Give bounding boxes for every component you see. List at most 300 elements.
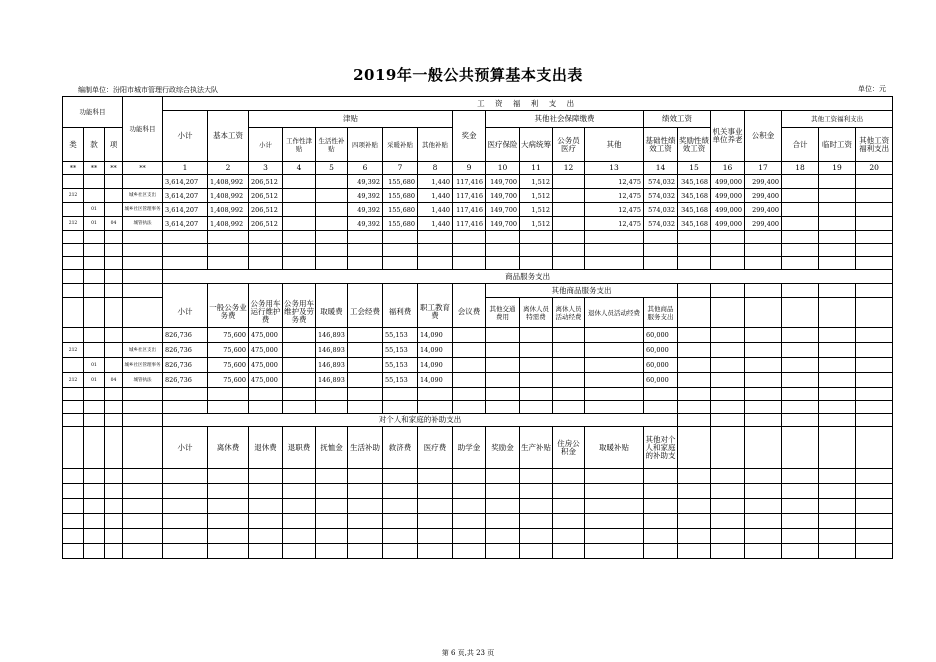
header-allowance: 津贴 [249, 111, 453, 128]
row-value: 826,736 [163, 358, 208, 373]
empty-cell [856, 544, 893, 559]
header-basic-salary: 基本工资 [208, 111, 249, 162]
empty-cell [105, 298, 123, 328]
empty-cell [348, 284, 383, 298]
empty-cell [453, 499, 486, 514]
header-gongwuyuan: 公务员医疗 [553, 128, 585, 162]
header-salary-welfare: 工 资 福 利 支 出 [163, 97, 893, 111]
empty-cell [782, 358, 819, 373]
empty-cell [819, 427, 856, 469]
row-value: 49,392 [348, 203, 383, 217]
row-lei [63, 175, 84, 189]
row-value: 12,475 [585, 203, 644, 217]
row-value: 14,090 [418, 343, 453, 358]
empty-cell [418, 499, 453, 514]
empty-cell [84, 231, 105, 244]
empty-cell [208, 499, 249, 514]
header-subsidy-col: 离休费 [208, 427, 249, 469]
row-value: 60,000 [644, 328, 678, 343]
row-value: 149,700 [486, 189, 520, 203]
empty-cell [553, 544, 585, 559]
row-value: 75,600 [208, 358, 249, 373]
row-value [348, 343, 383, 358]
header-star: ** [123, 162, 163, 175]
empty-cell [819, 388, 856, 401]
row-value [348, 373, 383, 388]
row-value [283, 373, 316, 388]
empty-cell [283, 284, 316, 298]
row-value: 1,408,992 [208, 175, 249, 189]
empty-cell [585, 401, 644, 414]
empty-cell [553, 499, 585, 514]
row-xiang [105, 175, 123, 189]
empty-cell [856, 499, 893, 514]
row-value: 3,614,207 [163, 203, 208, 217]
empty-cell [856, 469, 893, 484]
empty-cell [745, 257, 782, 270]
empty-cell [486, 514, 520, 529]
empty-cell [782, 499, 819, 514]
row-value [585, 343, 644, 358]
empty-cell [283, 231, 316, 244]
header-goods-col: 取暖费 [316, 298, 348, 328]
row-value: 49,392 [348, 175, 383, 189]
empty-cell [856, 231, 893, 244]
empty-cell [283, 499, 316, 514]
empty-cell [63, 414, 84, 427]
row-value: 345,168 [678, 203, 711, 217]
empty-cell [63, 484, 84, 499]
empty-cell [585, 544, 644, 559]
empty-cell [418, 401, 453, 414]
empty-cell [711, 499, 745, 514]
empty-cell [383, 484, 418, 499]
empty-cell [745, 427, 782, 469]
empty-cell [208, 544, 249, 559]
row-value: 499,000 [711, 189, 745, 203]
empty-cell [123, 270, 163, 284]
empty-cell [418, 514, 453, 529]
row-value: 12,475 [585, 189, 644, 203]
empty-cell [123, 284, 163, 298]
empty-cell [644, 514, 678, 529]
empty-cell [585, 499, 644, 514]
empty-cell [585, 514, 644, 529]
row-xiang [105, 358, 123, 373]
row-value: 1,440 [418, 217, 453, 231]
header-subsidy-col: 住房公积金 [553, 427, 585, 469]
empty-cell [63, 244, 84, 257]
empty-cell [520, 499, 553, 514]
row-value: 117,416 [453, 203, 486, 217]
empty-cell [383, 257, 418, 270]
empty-cell [711, 529, 745, 544]
empty-cell [585, 257, 644, 270]
row-value: 14,090 [418, 358, 453, 373]
empty-cell [163, 388, 208, 401]
header-social-security: 其他社会保障缴费 [486, 111, 644, 128]
empty-cell [745, 373, 782, 388]
header-goods-col: 退休人员活动经费 [585, 298, 644, 328]
empty-cell [856, 373, 893, 388]
empty-cell [105, 257, 123, 270]
header-col-number: 11 [520, 162, 553, 175]
empty-cell [348, 244, 383, 257]
empty-cell [163, 284, 208, 298]
row-value: 14,090 [418, 373, 453, 388]
empty-cell [418, 231, 453, 244]
row-value [819, 175, 856, 189]
empty-cell [316, 231, 348, 244]
empty-cell [856, 427, 893, 469]
empty-cell [208, 284, 249, 298]
empty-cell [678, 328, 711, 343]
empty-cell [123, 469, 163, 484]
row-value: 60,000 [644, 373, 678, 388]
empty-cell [782, 373, 819, 388]
row-value [782, 217, 819, 231]
empty-cell [819, 328, 856, 343]
empty-cell [163, 401, 208, 414]
empty-cell [745, 499, 782, 514]
empty-cell [123, 499, 163, 514]
empty-cell [782, 244, 819, 257]
row-value: 574,032 [644, 189, 678, 203]
header-star: ** [63, 162, 84, 175]
empty-cell [249, 544, 283, 559]
empty-cell [63, 257, 84, 270]
header-subsidy-col: 生活补助 [348, 427, 383, 469]
empty-cell [678, 358, 711, 373]
empty-cell [163, 499, 208, 514]
empty-cell [711, 469, 745, 484]
row-value [283, 343, 316, 358]
empty-cell [678, 514, 711, 529]
empty-cell [745, 231, 782, 244]
empty-cell [208, 388, 249, 401]
header-subsidy-col: 其他对个人和家庭的补助支 [644, 427, 678, 469]
empty-cell [819, 343, 856, 358]
empty-cell [819, 257, 856, 270]
empty-cell [745, 514, 782, 529]
empty-cell [745, 529, 782, 544]
header-col-number: 7 [383, 162, 418, 175]
header-shenghuoxing: 生活性补贴 [316, 128, 348, 162]
row-value: 345,168 [678, 175, 711, 189]
header-col-number: 14 [644, 162, 678, 175]
empty-cell [644, 401, 678, 414]
empty-cell [63, 427, 84, 469]
empty-cell [84, 284, 105, 298]
header-lei: 类 [63, 128, 84, 162]
row-value: 155,680 [383, 217, 418, 231]
header-goods-col: 其他商品服务支出 [644, 298, 678, 328]
empty-cell [84, 270, 105, 284]
row-value: 345,168 [678, 217, 711, 231]
empty-cell [585, 484, 644, 499]
row-xiang [105, 203, 123, 217]
empty-cell [711, 358, 745, 373]
empty-cell [316, 514, 348, 529]
header-col-number: 20 [856, 162, 893, 175]
empty-cell [856, 358, 893, 373]
empty-cell [711, 514, 745, 529]
empty-cell [249, 484, 283, 499]
row-value: 75,600 [208, 328, 249, 343]
empty-cell [553, 484, 585, 499]
empty-cell [856, 388, 893, 401]
empty-cell [348, 499, 383, 514]
empty-cell [856, 298, 893, 328]
row-value: 3,614,207 [163, 189, 208, 203]
empty-cell [453, 514, 486, 529]
row-value [316, 175, 348, 189]
header-heji: 合计 [782, 128, 819, 162]
empty-cell [520, 544, 553, 559]
row-subject-name: 城乡社区管理事务 [123, 358, 163, 373]
row-value [819, 203, 856, 217]
empty-cell [105, 514, 123, 529]
empty-cell [585, 469, 644, 484]
row-value [453, 343, 486, 358]
row-value: 1,408,992 [208, 189, 249, 203]
header-pension: 机关事业单位养老 [711, 111, 745, 162]
empty-cell [348, 469, 383, 484]
row-value: 299,400 [745, 175, 782, 189]
empty-cell [163, 469, 208, 484]
empty-cell [486, 231, 520, 244]
empty-cell [678, 529, 711, 544]
header-other-welfare: 其他工资福利支出 [782, 111, 893, 128]
empty-cell [745, 544, 782, 559]
header-yiliao: 医疗保险 [486, 128, 520, 162]
empty-cell [316, 284, 348, 298]
empty-cell [348, 484, 383, 499]
empty-cell [745, 388, 782, 401]
row-value [553, 203, 585, 217]
empty-cell [249, 499, 283, 514]
header-sixiang: 四项补贴 [348, 128, 383, 162]
empty-cell [383, 544, 418, 559]
empty-cell [208, 231, 249, 244]
row-subject-name: 城管执法 [123, 373, 163, 388]
empty-cell [208, 514, 249, 529]
empty-cell [105, 484, 123, 499]
empty-cell [782, 328, 819, 343]
row-subject-name [123, 175, 163, 189]
empty-cell [123, 388, 163, 401]
empty-cell [520, 484, 553, 499]
empty-cell [163, 529, 208, 544]
header-goods-col: 离休人员特需费 [520, 298, 553, 328]
empty-cell [782, 401, 819, 414]
row-value [856, 203, 893, 217]
empty-cell [283, 544, 316, 559]
row-value [585, 358, 644, 373]
header-col-number: 3 [249, 162, 283, 175]
row-value [283, 203, 316, 217]
empty-cell [711, 284, 745, 298]
row-value: 155,680 [383, 203, 418, 217]
empty-cell [163, 231, 208, 244]
row-value: 3,614,207 [163, 175, 208, 189]
empty-cell [84, 529, 105, 544]
empty-cell [856, 484, 893, 499]
row-value: 155,680 [383, 189, 418, 203]
empty-cell [553, 514, 585, 529]
row-value: 206,512 [249, 203, 283, 217]
header-subsidy-col: 抚恤金 [316, 427, 348, 469]
row-value [520, 373, 553, 388]
empty-cell [208, 529, 249, 544]
empty-cell [678, 499, 711, 514]
row-value [453, 373, 486, 388]
header-col-number: 16 [711, 162, 745, 175]
row-value: 55,153 [383, 343, 418, 358]
empty-cell [745, 343, 782, 358]
header-subsidy-col: 退休费 [249, 427, 283, 469]
row-kuan [84, 328, 105, 343]
row-lei [63, 358, 84, 373]
empty-cell [84, 401, 105, 414]
empty-cell [711, 373, 745, 388]
header-subsidy-col: 生产补贴 [520, 427, 553, 469]
empty-cell [819, 373, 856, 388]
row-subject-name [123, 328, 163, 343]
row-value [283, 358, 316, 373]
row-lei: 212 [63, 189, 84, 203]
empty-cell [453, 284, 486, 298]
row-value [316, 217, 348, 231]
empty-cell [856, 284, 893, 298]
header-col-number: 19 [819, 162, 856, 175]
row-value: 149,700 [486, 175, 520, 189]
empty-cell [819, 401, 856, 414]
row-subject-name: 城乡社区支出 [123, 343, 163, 358]
empty-cell [711, 388, 745, 401]
row-value: 117,416 [453, 217, 486, 231]
empty-cell [711, 401, 745, 414]
empty-cell [486, 401, 520, 414]
empty-cell [84, 388, 105, 401]
header-jianglixing: 奖励性绩效工资 [678, 128, 711, 162]
empty-cell [249, 244, 283, 257]
empty-cell [819, 529, 856, 544]
empty-cell [486, 499, 520, 514]
header-goods-col: 一般公务业务费 [208, 298, 249, 328]
header-col-number: 15 [678, 162, 711, 175]
empty-cell [383, 284, 418, 298]
empty-cell [856, 529, 893, 544]
empty-cell [283, 484, 316, 499]
header-col-number: 10 [486, 162, 520, 175]
header-other-goods-services: 其他商品服务支出 [486, 284, 678, 298]
empty-cell [856, 257, 893, 270]
row-value [553, 373, 585, 388]
empty-cell [348, 514, 383, 529]
empty-cell [105, 529, 123, 544]
header-col-number: 6 [348, 162, 383, 175]
empty-cell [856, 343, 893, 358]
header-performance-pay: 绩效工资 [644, 111, 711, 128]
row-value [486, 343, 520, 358]
empty-cell [520, 469, 553, 484]
header-col-number: 13 [585, 162, 644, 175]
row-value [348, 358, 383, 373]
empty-cell [316, 544, 348, 559]
empty-cell [819, 414, 856, 427]
empty-cell [105, 244, 123, 257]
empty-cell [249, 514, 283, 529]
empty-cell [819, 484, 856, 499]
row-value: 146,893 [316, 373, 348, 388]
row-value: 1,512 [520, 217, 553, 231]
section-individual-subsidy-title: 对个人和家庭的补助支出 [163, 414, 678, 427]
header-goods-col: 小计 [163, 298, 208, 328]
empty-cell [711, 544, 745, 559]
header-subsidy-col: 退职费 [283, 427, 316, 469]
row-kuan: 01 [84, 203, 105, 217]
row-xiang [105, 343, 123, 358]
empty-cell [520, 401, 553, 414]
header-function-subject-2: 功能科目 [123, 97, 163, 162]
row-value: 574,032 [644, 203, 678, 217]
compiling-unit: 编制单位：汾阳市城市管理行政综合执法大队 [78, 86, 218, 94]
row-subject-name: 城管执法 [123, 217, 163, 231]
empty-cell [819, 358, 856, 373]
row-value [453, 358, 486, 373]
empty-cell [84, 514, 105, 529]
row-xiang: 04 [105, 217, 123, 231]
empty-cell [316, 529, 348, 544]
currency-unit: 单位：元 [858, 85, 886, 93]
row-value [453, 328, 486, 343]
page-title: 2019年一般公共预算基本支出表 [353, 66, 583, 84]
row-value: 1,512 [520, 203, 553, 217]
empty-cell [105, 231, 123, 244]
empty-cell [383, 529, 418, 544]
row-value [520, 328, 553, 343]
row-value: 1,440 [418, 189, 453, 203]
empty-cell [585, 529, 644, 544]
row-value: 1,512 [520, 175, 553, 189]
empty-cell [84, 499, 105, 514]
row-value [553, 358, 585, 373]
row-value [819, 217, 856, 231]
empty-cell [782, 298, 819, 328]
empty-cell [63, 499, 84, 514]
empty-cell [418, 544, 453, 559]
empty-cell [453, 484, 486, 499]
empty-cell [678, 343, 711, 358]
row-value [856, 189, 893, 203]
empty-cell [105, 401, 123, 414]
row-value: 3,614,207 [163, 217, 208, 231]
empty-cell [585, 244, 644, 257]
empty-cell [348, 257, 383, 270]
header-goods-col: 其他交通费用 [486, 298, 520, 328]
empty-cell [782, 514, 819, 529]
row-value: 1,440 [418, 203, 453, 217]
row-value: 826,736 [163, 328, 208, 343]
empty-cell [782, 484, 819, 499]
empty-cell [383, 499, 418, 514]
row-value [348, 328, 383, 343]
row-value: 75,600 [208, 343, 249, 358]
row-value: 117,416 [453, 175, 486, 189]
empty-cell [63, 529, 84, 544]
empty-cell [84, 257, 105, 270]
